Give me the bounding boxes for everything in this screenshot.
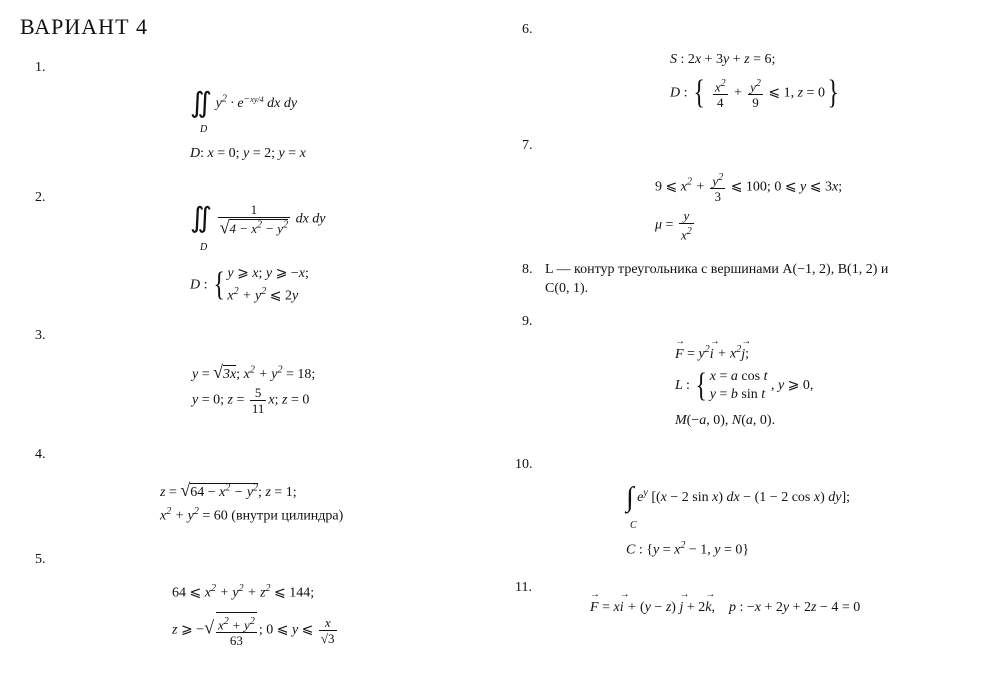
problem-4-line1: $z = √64 - x^2 - y^2$; z = 1; xyxy=(160,480,297,500)
page-title: ВАРИАНТ 4 xyxy=(20,14,149,39)
problem-9-curve: L : { x = a cos t y = b sin t , y ⩾ 0, xyxy=(675,367,814,404)
problem-4-number: 4. xyxy=(35,447,46,462)
problem-10-curve: C : {$y = x^2 - 1$, y = 0} xyxy=(626,540,750,558)
problem-4-line2: $x^2 + y^2 = 60$ (внутри цилиндра) xyxy=(160,506,344,524)
problem-6-domain: D : { $\frac{x^2}{4}$ + $\frac{y^2}{9}$ ⩽ 1, z = 0} xyxy=(670,74,839,112)
problem-3-line1: y = √3x; $x^2 + y^2 = 18$; xyxy=(192,362,316,382)
problem-1-domain: D: x = 0; y = 2; y = x xyxy=(190,146,306,161)
problem-10-integral: ∫ $e^y$ [(x − 2 sin x) dx − (1 − 2 cos x) dy]; C xyxy=(626,482,851,531)
problem-1-integral: ∬ $y^2 \cdot e^{-xy/4}$ dx dy D xyxy=(190,88,298,135)
problem-11-field: → F = x→ i + (y − z) → j + 2→ k, p : −x + 2y + 2z − 4 = 0 xyxy=(590,600,860,616)
problem-2-domain: D : { y ⩾ x; y ⩾ −x; $x^2 + y^2$ ⩽ 2y xyxy=(190,266,309,304)
problem-3-number: 3. xyxy=(35,328,46,343)
problem-10-number: 10. xyxy=(515,457,533,472)
problem-5-line1: 64 ⩽ $x^2 + y^2 + z^2$ ⩽ 144; xyxy=(172,583,315,601)
problem-4-note: (внутри цилиндра) xyxy=(231,508,344,524)
problem-3-line2: y = 0; z = $\frac{5}{11}$ x; z = 0 xyxy=(192,385,310,416)
problem-2-number: 2. xyxy=(35,190,46,205)
problem-8-text-line2: C(0, 1). xyxy=(545,281,589,296)
problem-8-number: 8. xyxy=(522,262,533,277)
problem-9-field: → $F = y^2\to i + x^2\to j$; xyxy=(675,344,749,363)
problem-7-number: 7. xyxy=(522,138,533,153)
problem-6-number: 6. xyxy=(522,22,533,37)
problem-7-line2: μ = $\frac{y}{x^2}$ xyxy=(655,208,692,243)
problem-1-number: 1. xyxy=(35,60,46,75)
problem-8-text-line1: L — контур треугольника с вершинами A(−1, 2), B(1, 2) и xyxy=(545,262,889,277)
problem-6-surface: S : 2x + 3y + z = 6; xyxy=(670,52,776,67)
problem-11-number: 11. xyxy=(515,580,532,595)
problem-5-number: 5. xyxy=(35,552,46,567)
problem-9-points: M(−a, 0), N(a, 0). xyxy=(675,413,776,428)
problem-5-line2: z ⩾ −√ $\frac{x^2 + y^2}{63}$ ; 0 ⩽ y ⩽ $\frac{x}{√3}$ xyxy=(172,612,339,648)
problem-7-line1: 9 ⩽ $x^2$ + $\frac{y^2}{3}$ ⩽ 100; 0 ⩽ y ⩽ 3x; xyxy=(655,172,843,205)
problem-9-number: 9. xyxy=(522,314,533,329)
problem-2-integral: ∬ $\frac{1}{√4 - x^2 - y^2}$ dx dy D xyxy=(190,202,326,253)
